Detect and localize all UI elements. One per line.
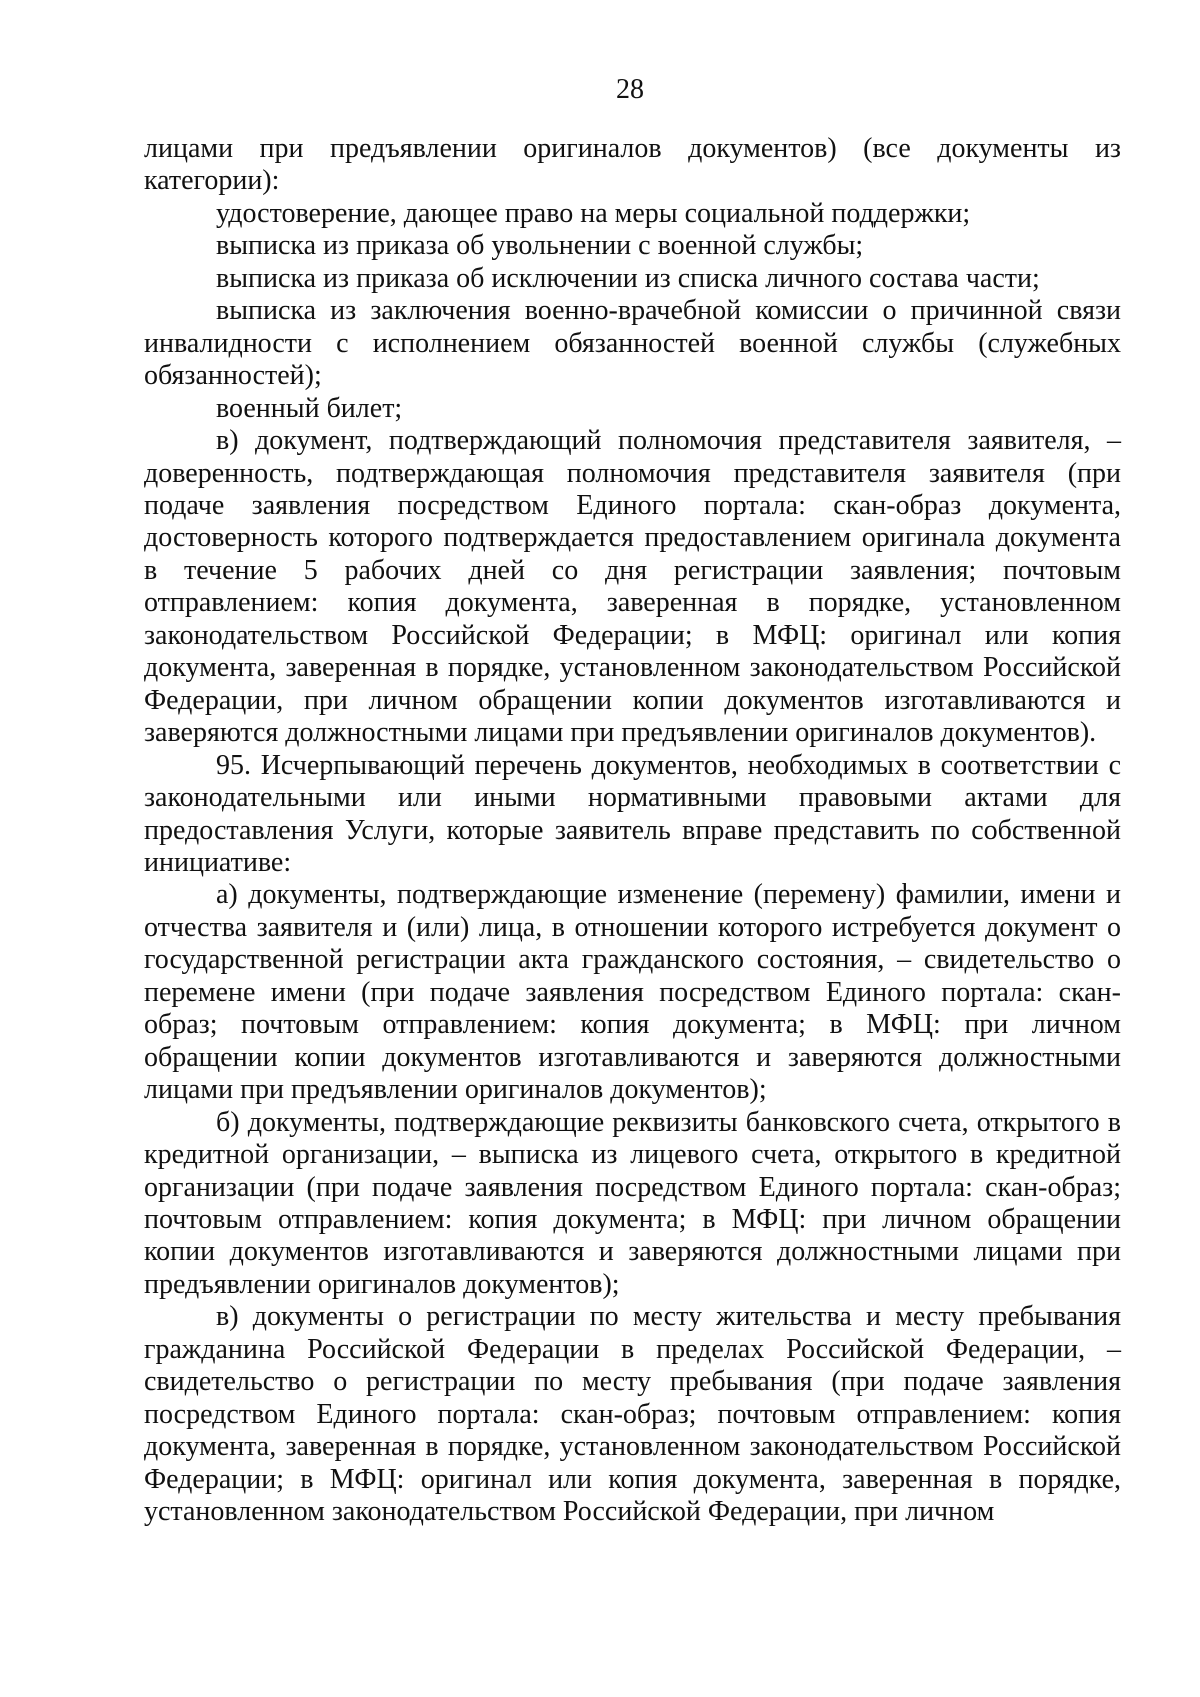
paragraph-subitem-v-registration: в) документы о регистрации по месту жительства и месту пребывания гражданина Российской Федерации в пределах Российской Федерации, – свидетельство о регистрации по месту пребывания (при подаче заявления посредством Единого портала: скан-образ; почтовым отправлением: копия документа, заверенная в порядке, установленном законодательством Российской Федерации; в МФЦ: оригинал или копия документа, заверенная в порядке, установленном законодательством Российской Федерации, при личном xyxy=(144,1301,1121,1528)
paragraph-continuation: лицами при предъявлении оригиналов документов) (все документы из категории): xyxy=(144,133,1121,197)
document-body xyxy=(144,133,1121,1528)
list-item-certificate: удостоверение, дающее право на меры социальной поддержки; xyxy=(216,197,971,229)
paragraph-subitem-b-bank-account: б) документы, подтверждающие реквизиты банковского счета, открытого в кредитной организации, – выписка из лицевого счета, открытого в кредитной организации (при подаче заявления посредством Единого портала: скан-образ; почтовым отправлением: копия документа; в МФЦ: при личном обращении копии документов изготавливаются и заверяются должностными лицами при предъявлении оригиналов документов); xyxy=(144,1106,1121,1300)
paragraph-95: 95. Исчерпывающий перечень документов, необходимых в соответствии с законодательными или иными нормативными правовыми актами для предоставления Услуги, которые заявитель вправе представить по собственной инициативе: xyxy=(144,749,1121,878)
paragraph-subitem-v-power-of-attorney: в) документ, подтверждающий полномочия представителя заявителя, – доверенность, подтверждающая полномочия представителя заявителя (при подаче заявления посредством Единого портала: скан-образ документа, достоверность которого подтверждается предоставлением оригинала документа в течение 5 рабочих дней со дня регистрации заявления; почтовым отправлением: копия документа, заверенная в порядке, установленном законодательством Российской Федерации; в МФЦ: оригинал или копия документа, заверенная в порядке, установленном законодательством Российской Федерации, при личном обращении копии документов изготавливаются и заверяются должностными лицами при предъявлении оригиналов документов). xyxy=(144,425,1121,749)
list-item-dismissal-extract: выписка из приказа об увольнении с военной службы; xyxy=(216,230,864,262)
page-number: 28 xyxy=(616,74,644,105)
list-item-medical-commission-extract: выписка из заключения военно-врачебной комиссии о причинной связи инвалидности с исполнением обязанностей военной службы (служебных обязанностей); xyxy=(144,295,1121,392)
list-item-exclusion-extract: выписка из приказа об исключении из списка личного состава части; xyxy=(216,262,1040,294)
list-item-military-id: военный билет; xyxy=(216,392,403,424)
paragraph-subitem-a-name-change: а) документы, подтверждающие изменение (перемену) фамилии, имени и отчества заявителя и (или) лица, в отношении которого истребуется документ о государственной регистрации акта гражданского состояния, – свидетельство о перемене имени (при подаче заявления посредством Единого портала: скан-образ; почтовым отправлением: копия документа; в МФЦ: при личном обращении копии документов изготавливаются и заверяются должностными лицами при предъявлении оригиналов документов); xyxy=(144,879,1121,1106)
